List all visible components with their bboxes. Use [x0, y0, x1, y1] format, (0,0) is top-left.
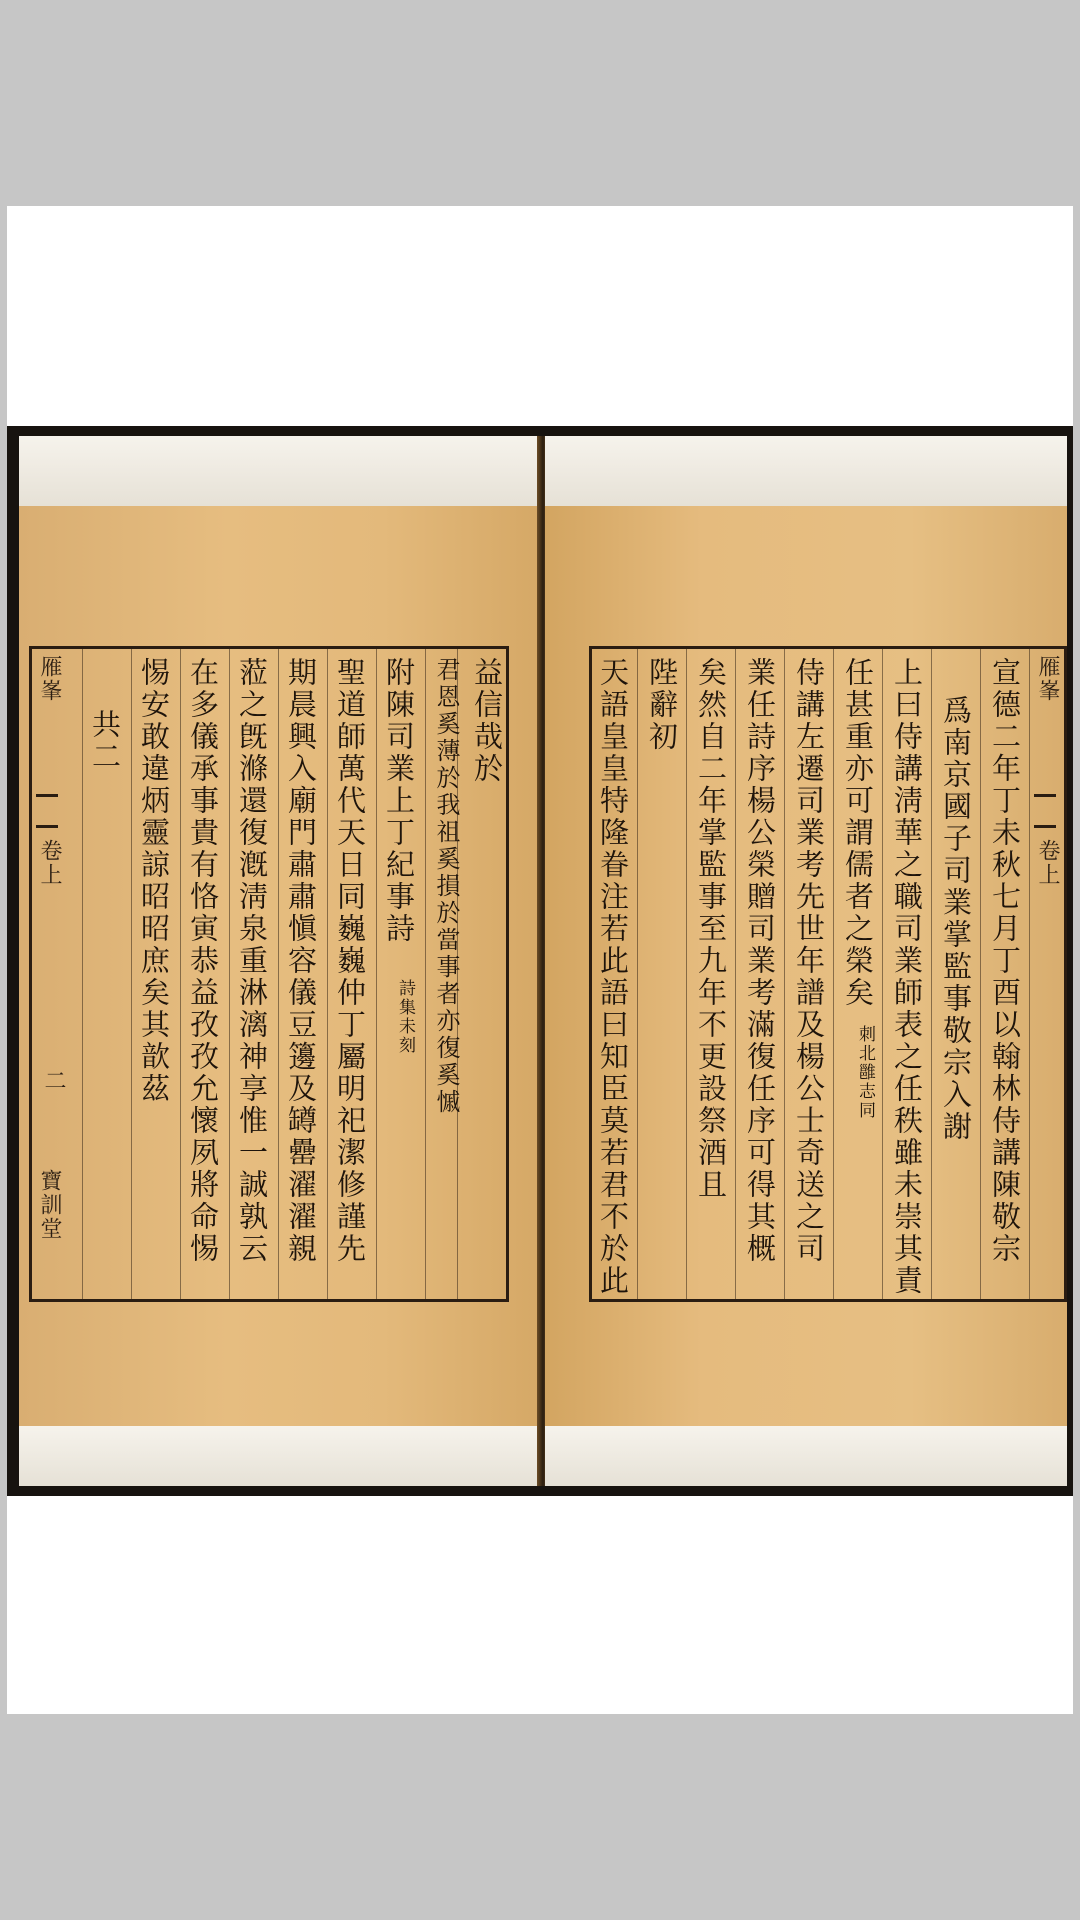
paper-strip-bottom — [545, 1426, 1067, 1486]
text-column: 共二 — [88, 709, 122, 773]
text-column: 矣然自二年掌監事至九年不更設祭酒且 — [694, 657, 728, 1201]
text-column: 宣德二年丁未秋七月丁酉以翰林侍講陳敬宗 — [988, 657, 1022, 1265]
text-column: 侍講左遷司業考先世年譜及楊公士奇送之司 — [792, 657, 826, 1265]
text-frame — [29, 646, 509, 1302]
margin-leaf-number: 二 — [41, 1069, 66, 1093]
paper-strip-top — [545, 436, 1067, 506]
annotation-note: 詩集未刻 — [395, 979, 415, 1055]
text-column: 蒞之旣滌還復漑淸泉重淋漓神享惟一誠孰云 — [235, 657, 269, 1265]
margin-volume: 卷上 — [37, 839, 62, 887]
margin-volume: 卷上 — [1035, 839, 1060, 887]
image-viewer — [7, 206, 1073, 1714]
margin-title: 雁峯 — [1035, 655, 1060, 703]
left-page — [19, 436, 541, 1486]
annotation-note: 刺北雝志同 — [855, 1025, 875, 1120]
text-column: 陛辭初 — [645, 657, 679, 753]
paper-strip-top — [19, 436, 541, 506]
book-scan — [7, 426, 1073, 1496]
fold-mark — [1034, 794, 1056, 828]
margin-title: 雁峯 — [37, 655, 62, 703]
text-column: 天語皇皇特隆眷注若此語曰知臣莫若君不於此 — [596, 657, 630, 1297]
text-column: 附陳司業上丁紀事詩 — [382, 657, 416, 945]
fold-mark — [36, 794, 58, 828]
right-page — [545, 436, 1067, 1486]
text-column: 君恩奚薄於我祖奚損於當事者亦復奚慽 — [432, 657, 460, 1116]
text-column: 業任詩序楊公榮贈司業考滿復任序可得其概 — [743, 657, 777, 1265]
text-column: 爲南京國子司業掌監事敬宗入謝 — [939, 695, 973, 1143]
text-column: 上曰侍講淸華之職司業師表之任秩雖未崇其責 — [890, 657, 924, 1297]
text-column: 在多儀承事貴有恪寅恭益孜孜允懷夙將命惕 — [186, 657, 220, 1265]
text-column: 任甚重亦可謂儒者之榮矣 — [841, 657, 875, 1009]
paper-strip-bottom — [19, 1426, 541, 1486]
text-column: 益信哉於 — [470, 657, 504, 785]
text-column: 期晨興入廟門肅肅愼容儀豆籩及罇罍濯濯親 — [284, 657, 318, 1265]
text-frame — [589, 646, 1067, 1302]
text-column: 聖道師萬代天日同巍巍仲丁屬明祀潔修謹先 — [333, 657, 367, 1265]
margin-publisher: 寶訓堂 — [37, 1169, 62, 1241]
text-column: 惕安敢違炳靈諒昭昭庶矣其歆茲 — [137, 657, 171, 1105]
